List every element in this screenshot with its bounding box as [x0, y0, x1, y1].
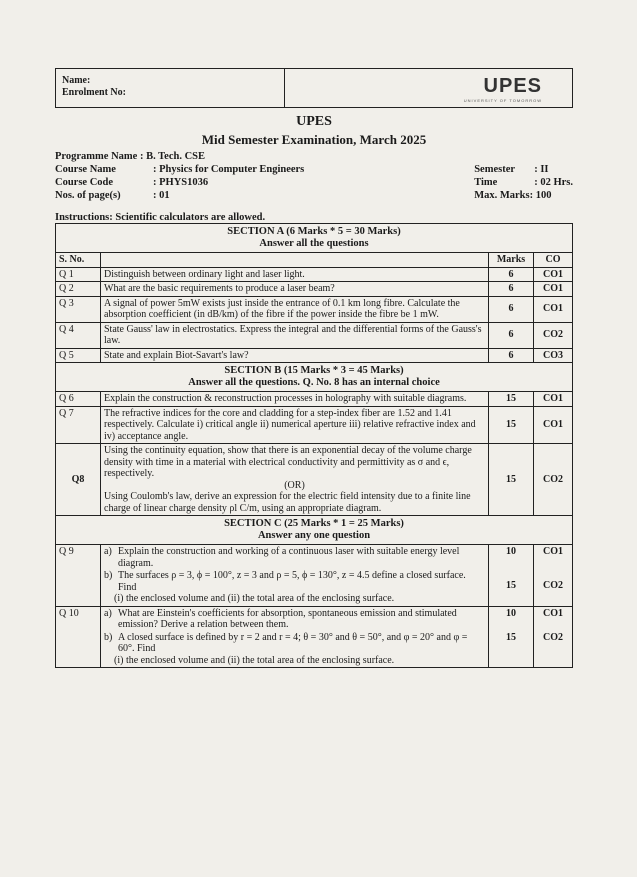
- programme-label: Programme Name :: [55, 151, 144, 162]
- q10-b-co: CO2: [543, 631, 563, 643]
- part-label: a): [104, 546, 112, 557]
- course-name-label: Course Name: [55, 164, 116, 175]
- question-marks: [489, 545, 534, 607]
- table-row: [56, 606, 573, 668]
- section-c-title: SECTION C (25 Marks * 1 = 25 Marks): [224, 518, 404, 529]
- course-code-label: Course Code: [55, 177, 114, 188]
- exam-paper: [55, 68, 573, 668]
- course-code-value: : PHYS1036: [153, 177, 209, 188]
- question-number: Q 9: [56, 545, 101, 607]
- col-marks: Marks: [489, 253, 534, 268]
- time-value: : 02 Hrs.: [534, 177, 573, 188]
- section-a-header: [56, 224, 573, 253]
- col-co: CO: [534, 253, 573, 268]
- question-co: CO1: [534, 282, 573, 297]
- q9-part-b: The surfaces ρ = 3, ϕ = 100°, z = 3 and ρ = 5, ϕ = 130°, z = 4.5 define a closed surface. Find: [118, 570, 466, 593]
- table-row: [56, 322, 573, 348]
- semester-value: : II: [534, 164, 549, 175]
- header-box: [55, 68, 573, 108]
- question-co: CO1: [534, 267, 573, 282]
- table-row: [56, 392, 573, 407]
- question-co: CO2: [534, 322, 573, 348]
- question-marks: 6: [489, 282, 534, 297]
- pages-label: Nos. of page(s): [55, 190, 121, 201]
- question-text: Explain the construction & reconstruction processes in holography with suitable diagrams.: [101, 392, 489, 407]
- question-text: [101, 444, 489, 516]
- q10-a-co: CO1: [543, 607, 563, 619]
- org-title: UPES: [296, 114, 332, 129]
- question-marks: 6: [489, 322, 534, 348]
- question-co: CO1: [534, 296, 573, 322]
- question-co: [534, 545, 573, 607]
- question-number: Q 6: [56, 392, 101, 407]
- table-row: [56, 444, 573, 516]
- section-a-sub: Answer all the questions: [259, 238, 369, 249]
- table-row: [56, 348, 573, 363]
- section-c-sub: Answer any one question: [257, 530, 371, 541]
- or-label: (OR): [284, 479, 305, 491]
- question-text: What are the basic requirements to produce a laser beam?: [101, 282, 489, 297]
- q9-part-b-find: (i) the enclosed volume and (ii) the total area of the enclosing surface.: [114, 593, 395, 604]
- question-number: Q 3: [56, 296, 101, 322]
- part-label: b): [104, 631, 113, 643]
- q10-part-a: What are Einstein's coefficients for absorption, spontaneous emission and stimulated emission? Derive a relation between them.: [118, 607, 457, 630]
- part-label: b): [104, 570, 113, 581]
- q10-a-marks: 10: [506, 607, 516, 619]
- student-fields: [62, 75, 126, 99]
- section-b-title: SECTION B (15 Marks * 3 = 45 Marks): [224, 365, 404, 376]
- logo-tagline: UNIVERSITY OF TOMORROW: [463, 98, 542, 103]
- question-marks: 6: [489, 296, 534, 322]
- meta-right: [474, 150, 573, 202]
- upes-logo: UPES: [483, 75, 542, 97]
- col-sno: S. No.: [56, 253, 101, 268]
- q8-part1: Using the continuity equation, show that there is an exponential decay of the volume charge density with time in a material with electrical conductivity and permittivity as σ and ϵ, respectively.: [104, 445, 472, 479]
- question-text: The refractive indices for the core and cladding for a step-index fiber are 1.52 and 1.41 respectively. Calculate i) critical angle ii) numerical aperture iii) relative refractive index and iv) acceptance angle.: [101, 406, 489, 444]
- table-row: [56, 406, 573, 444]
- section-a-title: SECTION A (6 Marks * 5 = 30 Marks): [227, 226, 401, 237]
- q10-part-b-find: (i) the enclosed volume and (ii) the total area of the enclosing surface.: [114, 654, 395, 666]
- question-number: Q 7: [56, 406, 101, 444]
- instructions: Instructions: Scientific calculators are allowed.: [55, 212, 266, 223]
- q10-part-b: A closed surface is defined by r = 2 and r = 4; θ = 30° and θ = 50°, and φ = 20° and φ = 60°. Find: [118, 631, 468, 654]
- max-marks-label: Max. Marks:: [474, 190, 534, 201]
- question-number: Q 5: [56, 348, 101, 363]
- q9-a-marks: 10: [506, 546, 516, 557]
- question-co: [534, 606, 573, 668]
- question-table: [55, 223, 573, 668]
- exam-meta: [55, 150, 573, 202]
- question-text: State and explain Biot-Savart's law?: [101, 348, 489, 363]
- section-b-sub: Answer all the questions. Q. No. 8 has an internal choice: [188, 377, 440, 388]
- name-label: Name:: [62, 75, 91, 86]
- q8-part2: Using Coulomb's law, derive an expression for the electric field intensity due to a finite line charge of linear charge density ρl C/m, using an appropriate diagram.: [104, 491, 471, 514]
- course-name-value: : Physics for Computer Engineers: [153, 164, 305, 175]
- question-number: Q 10: [56, 606, 101, 668]
- question-marks: 15: [489, 444, 534, 516]
- table-row: [56, 267, 573, 282]
- semester-label: Semester: [474, 164, 516, 175]
- question-number: Q 1: [56, 267, 101, 282]
- question-co: CO1: [534, 392, 573, 407]
- question-marks: 15: [489, 392, 534, 407]
- table-row: [56, 282, 573, 297]
- q9-b-marks: 15: [506, 580, 516, 591]
- section-b-header: [56, 363, 573, 392]
- question-co: CO1: [534, 406, 573, 444]
- question-number: Q 2: [56, 282, 101, 297]
- table-row: [56, 296, 573, 322]
- q9-b-co: CO2: [543, 580, 563, 591]
- question-marks: 15: [489, 406, 534, 444]
- table-head: [56, 253, 573, 268]
- max-marks-value: 100: [535, 190, 552, 201]
- meta-left: [55, 150, 304, 202]
- enrolment-label: Enrolment No:: [62, 87, 126, 98]
- exam-title: Mid Semester Examination, March 2025: [201, 132, 427, 147]
- q9-a-co: CO1: [543, 546, 563, 557]
- question-marks: 6: [489, 348, 534, 363]
- question-text: State Gauss' law in electrostatics. Express the integral and the differential forms of the Gauss's law.: [101, 322, 489, 348]
- question-number: Q 4: [56, 322, 101, 348]
- section-c-header: [56, 516, 573, 545]
- q9-part-a: Explain the construction and working of a continuous laser with suitable energy level diagram.: [118, 546, 460, 569]
- header-divider: [284, 69, 285, 107]
- question-number: Q8: [56, 444, 101, 516]
- part-label: a): [104, 607, 112, 619]
- question-text: [101, 606, 489, 668]
- pages-value: : 01: [153, 190, 170, 201]
- question-text: [101, 545, 489, 607]
- table-row: [56, 545, 573, 607]
- question-marks: [489, 606, 534, 668]
- q10-b-marks: 15: [506, 631, 516, 643]
- col-question: [101, 253, 489, 268]
- question-text: Distinguish between ordinary light and laser light.: [101, 267, 489, 282]
- question-marks: 6: [489, 267, 534, 282]
- time-label: Time: [474, 177, 498, 188]
- question-co: CO3: [534, 348, 573, 363]
- programme-value: B. Tech. CSE: [146, 151, 206, 162]
- question-text: A signal of power 5mW exists just inside the entrance of 0.1 km long fibre. Calculate the absorption coefficient (in dB/km) of the fibre if the power inside the fibre be 1 mW.: [101, 296, 489, 322]
- question-co: CO2: [534, 444, 573, 516]
